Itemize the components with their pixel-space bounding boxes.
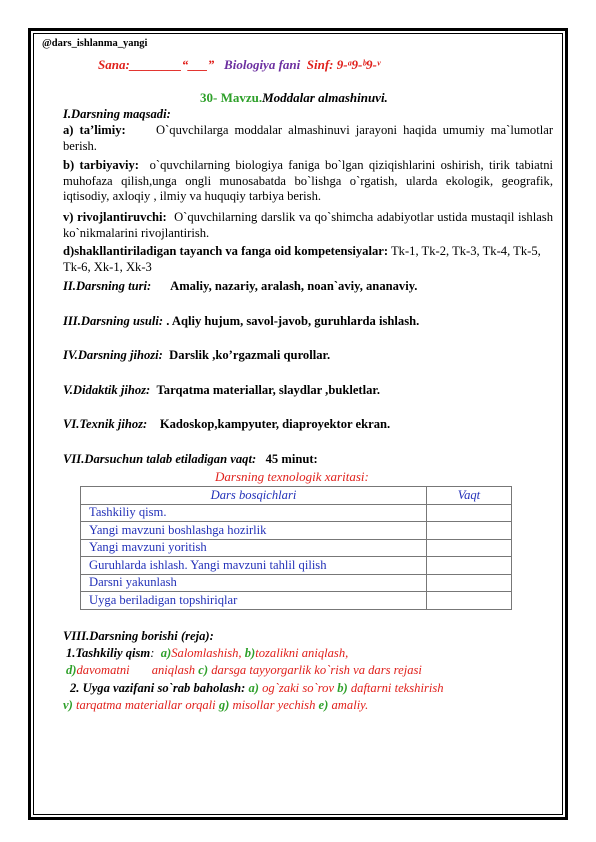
subject-label: Biologiya fani	[224, 57, 301, 72]
lesson-method	[63, 314, 419, 329]
stage-cell: Darsni yakunlash	[81, 574, 427, 592]
didactic-equipment	[63, 383, 380, 398]
stage-cell: Yangi mavzuni boshlashga hozirlik	[81, 522, 427, 540]
plan-homework-cont	[63, 698, 368, 713]
plan-heading: VIII.Darsning borishi (reja):	[63, 629, 214, 643]
plan-item-marker: b)	[337, 681, 348, 695]
plan-item-text: tozalikni aniqlash,	[255, 646, 349, 660]
didactic-equipment-value: Tarqatma materiallar, slaydlar ,bukletlar.	[156, 383, 380, 397]
header-line	[98, 57, 380, 73]
lesson-method-label: III.Darsning usuli:	[63, 314, 164, 328]
table-row	[81, 522, 512, 540]
lesson-time-value: 45 minut:	[265, 452, 318, 466]
tech-map-caption: Darsning texnologik xaritasi:	[215, 469, 369, 484]
goal-competencies-label: d)shakllantiriladigan tayanch va fanga oid kompetensiyalar:	[63, 244, 389, 258]
time-cell	[427, 592, 512, 610]
goal-upbringing-label: b) tarbiyaviy:	[63, 158, 139, 172]
table-row	[81, 539, 512, 557]
tech-map-table	[80, 486, 512, 610]
time-cell	[427, 504, 512, 522]
lesson-equipment-value: Darslik ,ko’rgazmali qurollar.	[169, 348, 331, 362]
goal-developing	[63, 210, 553, 241]
stage-cell: Yangi mavzuni yoritish	[81, 539, 427, 557]
lesson-time-label: VII.Darsuchun talab etiladigan vaqt:	[63, 452, 257, 466]
stage-cell: Uyga beriladigan topshiriqlar	[81, 592, 427, 610]
topic-name: Moddalar almashinuvi.	[262, 90, 388, 105]
stage-cell: Tashkiliy qism.	[81, 504, 427, 522]
goal-upbringing	[63, 158, 553, 205]
goal-competencies-text: Tk-1, Tk-2, Tk-3, Tk-4, Tk-5, Tk-6, Xk-1, Xk-3	[63, 244, 541, 274]
lesson-type	[63, 279, 417, 294]
plan-item-marker: a)	[248, 681, 259, 695]
table-row	[81, 574, 512, 592]
lesson-method-value: . Aqliy hujum, savol-javob, guruhlarda ishlash.	[166, 314, 420, 328]
plan-organizational-label: 1.Tashkiliy qism	[66, 646, 151, 660]
class-label: Sinf: 9-ᵃ9-ᵇ9-ᵛ	[306, 57, 381, 72]
table-row	[81, 557, 512, 575]
plan-item-marker: a)	[160, 646, 172, 660]
table-row	[81, 592, 512, 610]
plan-organizational: 1.Tashkiliy qism: a)Salomlashish, b)tozalikni aniqlash,	[66, 646, 349, 660]
plan-item-text: tarqatma materiallar orqali	[75, 698, 216, 712]
technical-equipment-label: VI.Texnik jihoz:	[63, 417, 148, 431]
plan-item-text: og`zaki so`rov	[262, 681, 335, 695]
stage-cell: Guruhlarda ishlash. Yangi mavzuni tahlil qilish	[81, 557, 427, 575]
time-cell	[427, 557, 512, 575]
plan-homework	[70, 681, 444, 696]
time-cell	[427, 574, 512, 592]
plan-item-text: darsga tayyorgarlik ko`rish va dars rejasi	[211, 663, 422, 677]
goal-educational-text: O`quvchilarga moddalar almashinuvi jarayoni haqida umumiy ma`lumotlar berish.	[63, 123, 554, 153]
goal-educational-label: a) ta’limiy:	[63, 123, 126, 137]
plan-item-marker: v)	[63, 698, 73, 712]
lesson-equipment	[63, 348, 330, 363]
goal-upbringing-text: o`quvchilarning biologiya faniga bo`lgan qiziqishlarini oshirish, tirik tabiatni muhofaza qilish,unga ongli munosabatda bo`lishga o`rgatish, ularda ekologik, geografik, iqtisodiy, axloqiy , ilmiy va huquqiy tarbiya berish.	[63, 158, 554, 204]
plan-organizational-cont	[66, 663, 422, 678]
table-row	[81, 504, 512, 522]
column-header-time: Vaqt	[427, 487, 512, 505]
plan-item-text: daftarni tekshirish	[350, 681, 444, 695]
time-cell	[427, 522, 512, 540]
plan-homework-label: 2. Uyga vazifani so`rab baholash:	[70, 681, 246, 695]
plan-item-marker: d)	[66, 663, 77, 677]
lesson-type-value: Amaliy, nazariy, aralash, noan`aviy, ananaviy.	[170, 279, 418, 293]
time-cell	[427, 539, 512, 557]
technical-equipment	[63, 417, 390, 432]
plan-item-marker: g)	[218, 698, 230, 712]
lesson-equipment-label: IV.Darsning jihozi:	[63, 348, 163, 362]
plan-item-text: misollar yechish	[232, 698, 316, 712]
goal-developing-text: O`quvchilarning darslik va qo`shimcha adabiyotlar ustida mustaqil ishlash ko`nikmalarini rivojlantirish.	[63, 210, 554, 240]
lesson-type-label: II.Darsning turi:	[63, 279, 152, 293]
goal-developing-label: v) rivojlantiruvchi:	[63, 210, 167, 224]
topic-number: 30- Mavzu.	[200, 90, 263, 105]
goal-competencies	[63, 244, 553, 275]
technical-equipment-value: Kadoskop,kampyuter, diaproyektor ekran.	[159, 417, 391, 431]
plan-item-marker: c)	[198, 663, 209, 677]
plan-item-text: Salomlashish,	[171, 646, 242, 660]
plan-item-text: amaliy.	[331, 698, 369, 712]
goal-educational	[63, 123, 553, 154]
table-header-row	[81, 487, 512, 505]
didactic-equipment-label: V.Didaktik jihoz:	[63, 383, 151, 397]
column-header-stage: Dars bosqichlari	[81, 487, 427, 505]
goals-heading: I.Darsning maqsadi:	[63, 107, 171, 121]
lesson-time	[63, 452, 318, 467]
date-label: Sana:________“___”	[98, 57, 215, 72]
watermark: @dars_ishlanma_yangi	[42, 38, 148, 49]
plan-item-text: davomatni aniqlash	[76, 663, 196, 677]
plan-item-marker: e)	[318, 698, 329, 712]
topic-title	[200, 90, 388, 106]
plan-item-marker: b)	[244, 646, 256, 660]
